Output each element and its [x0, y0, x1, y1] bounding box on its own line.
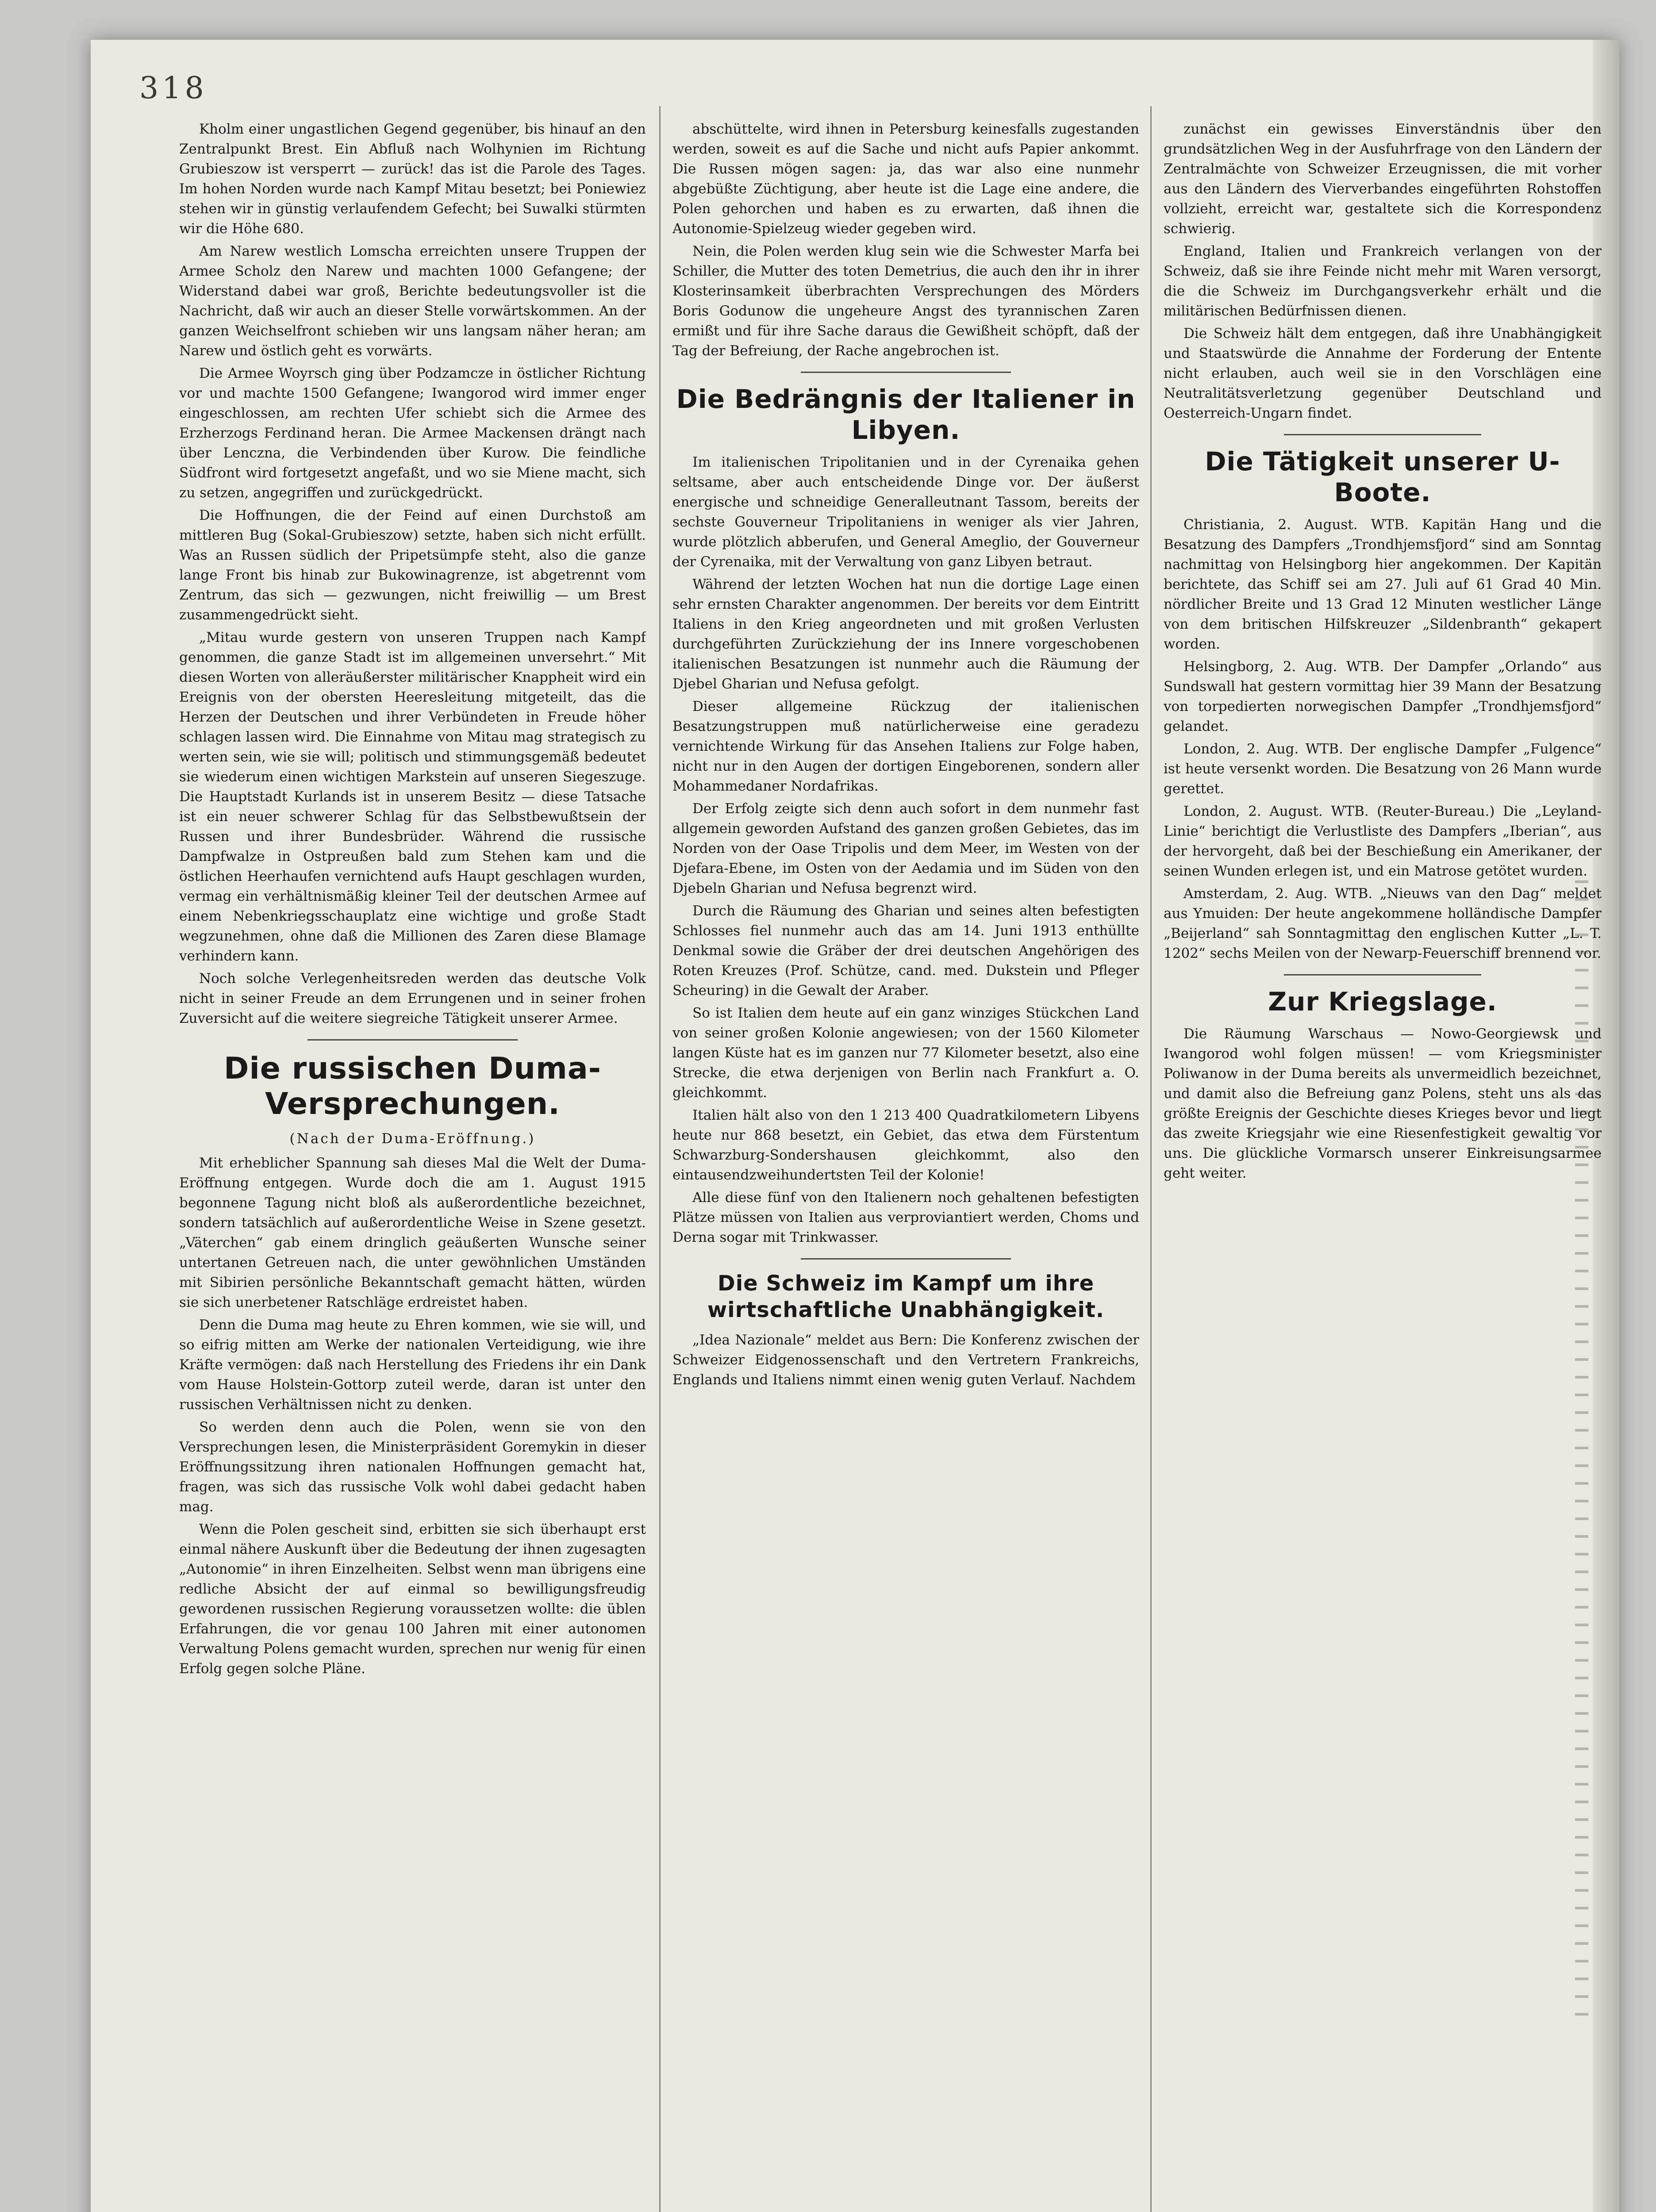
paragraph: London, 2. Aug. WTB. Der englische Dampfer „Fulgence“ ist heute versenkt worden. Die Besatzung von 26 Mann wurde gerettet. [1164, 741, 1602, 797]
paragraph: Durch die Räumung des Gharian und seines alten befestigten Schlosses fiel nunmehr auch das am 14. Juni 1913 enthüllte Denkmal sowie die Gräber der drei deutschen Angehörigen des Roten Kreuzes (Prof. Schütze, cand. med. Dukstein und Pfleger Scheuring) in die Gewalt der Araber. [672, 903, 1139, 998]
margin-bleed [1575, 880, 1588, 2031]
paragraph: Der Erfolg zeigte sich denn auch sofort in dem nunmehr fast allgemein geworden Aufstand des ganzen großen Gebietes, das im Norden von der Oase Tripolis und dem Meer, im Westen von der Djefara-Ebene, im Osten von der Aedamia und im Süden von den Djebeln Gharian und Nefusa begrenzt wird. [672, 801, 1139, 896]
paragraph: So werden denn auch die Polen, wenn sie von den Versprechungen lesen, die Ministerpräsident Goremykin in dieser Eröffnungssitzung ihren nationalen Hoffnungen gemacht hat, fragen, was sich das russische Volk wohl dabei gedacht haben mag. [179, 1419, 646, 1515]
paragraph: Die Armee Woyrsch ging über Podzamcze in östlicher Richtung vor und machte 1500 Gefangene; Iwangorod wird immer enger eingeschlossen, am rechten Ufer schiebt sich die Armee des Erzherzogs Ferdinand heran. Die Armee Mackensen drängt nach über Lenczna, die Verbindenden über Kurow. Die feindliche Südfront wird fortgesetzt angefaßt, und wo sie Miene macht, sich zu setzen, angegriffen und zurückgedrückt. [179, 365, 646, 501]
paragraph: Kholm einer ungastlichen Gegend gegenüber, bis hinauf an den Zentralpunkt Brest. Ein Abfluß nach Wolhynien im Richtung Grubieszow ist versperrt — zurück! das ist die Parole des Tages. Im hohen Norden wurde nach Kampf Mitau besetzt; bei Poniewiez stehen wir in günstig verlaufendem Gefecht; bei Suwalki stürmten wir die Höhe 680. [179, 121, 646, 237]
paragraph: Am Narew westlich Lomscha erreichten unsere Truppen der Armee Scholz den Narew und machten 1000 Gefangene; der Widerstand dabei war groß, Berichte bedeutungsvoller ist die Nachricht, daß wir auch an dieser Stelle vorwärtskommen. An der ganzen Weichselfront schieben wir uns langsam näher heran; am Narew und östlich geht es vorwärts. [179, 243, 646, 359]
paragraph: Mit erheblicher Spannung sah dieses Mal die Welt der Duma-Eröffnung entgegen. Wurde doch die am 1. August 1915 begonnene Tagung nicht bloß als außerordentliche bezeichnet, sondern tatsächlich auf außerordentliche Weise in Szene gesetzt. „Väterchen“ gab einem dringlich geäußerten Wunsche seiner untertanen Getreuen nach, die unter gewöhnlichen Umständen mit Sibirien persönliche Bekanntschaft gemacht hätten, würden sie sich unerbetener Ratschläge erdreistet haben. [179, 1155, 646, 1310]
separator [801, 1258, 1011, 1260]
paragraph: zunächst ein gewisses Einverständnis über den grundsätzlichen Weg in der Ausfuhrfrage von den Ländern der Zentralmächte von Schweizer Erzeugnissen, die mit vorher aus den Ländern des Vierverbandes eingeführten Rohstoffen vollzieht, erreicht war, gestaltete sich die Korrespondenz schwierig. [1164, 121, 1602, 237]
paragraph: England, Italien und Frankreich verlangen von der Schweiz, daß sie ihre Feinde nicht mehr mit Waren versorgt, die die Schweiz im Durchgangsverkehr erhält und die militärischen Bedürfnissen dienen. [1164, 243, 1602, 319]
paragraph: London, 2. August. WTB. (Reuter-Bureau.) Die „Leyland-Linie“ berichtigt die Verlustliste des Dampfers „Iberian“, aus der hervorgeht, daß bei der Beschießung ein Amerikaner, der seinen Wunden erlegen ist, und ein Matrose getötet wurden. [1164, 803, 1602, 879]
paragraph: Während der letzten Wochen hat nun die dortige Lage einen sehr ernsten Charakter angenommen. Der bereits vor dem Eintritt Italiens in den Krieg angeordneten und mit großen Verlusten durchgeführten Zurückziehung der ins Innere vorgeschobenen italienischen Besatzungen ist nunmehr auch die Räumung der Djebel Gharian und Nefusa gefolgt. [672, 576, 1139, 692]
article-heading: Die Schweiz im Kampf um ihre wirtschaftliche Unabhängigkeit. [707, 1271, 1105, 1322]
paragraph: So ist Italien dem heute auf ein ganz winziges Stückchen Land von seiner großen Kolonie angewiesen; von der 1560 Kilometer langen Küste hat es im ganzen nur 77 Kilometer besetzt, also eine Strecke, die etwa derjenigen von Berlin nach Frankfurt a. O. gleichkommt. [672, 1005, 1139, 1101]
article-subheading: (Nach der Duma-Eröffnung.) [289, 1131, 536, 1147]
separator [307, 1039, 518, 1041]
column-1 [179, 119, 646, 2212]
article-heading: Zur Kriegslage. [1268, 987, 1497, 1017]
paragraph: Die Hoffnungen, die der Feind auf einen Durchstoß am mittleren Bug (Sokal-Grubieszow) setzte, haben sich nicht erfüllt. Was an Russen südlich der Pripetsümpfe steht, also die ganze lange Front bis hinab zur Bukowinagrenze, ist abgetrennt vom Zentrum, das sich — gezwungen, nicht freiwillig — um Brest zusammengedrückt sieht. [179, 507, 646, 623]
paragraph: Alle diese fünf von den Italienern noch gehaltenen befestigten Plätze müssen von Italien aus verproviantiert werden, Choms und Derna sogar mit Trinkwasser. [672, 1190, 1139, 1245]
separator [1284, 434, 1481, 435]
article-heading: Die Tätigkeit unserer U-Boote. [1205, 446, 1560, 507]
paragraph: Amsterdam, 2. Aug. WTB. „Nieuws van den Dag“ meldet aus Ymuiden: Der heute angekommene holländische Dampfer „Beijerland“ sah Sonntagmittag den englischen Kutter „L. T. 1202“ sechs Meilen von der Newarp-Feuerschiff brennend vor. [1164, 886, 1602, 961]
paragraph: Christiania, 2. August. WTB. Kapitän Hang und die Besatzung des Dampfers „Trondhjemsfjord“ sind am Sonntag nachmittag von Helsingborg hier angekommen. Der Kapitän berichtete, das Schiff sei am 27. Juli auf 61 Grad 40 Min. nördlicher Breite und 13 Grad 12 Minuten westlicher Länge von dem britischen Hilfskreuzer „Sildenbranth“ gekapert worden. [1164, 517, 1602, 652]
separator [1284, 974, 1481, 975]
paragraph: „Mitau wurde gestern von unseren Truppen nach Kampf genommen, die ganze Stadt ist im allgemeinen unversehrt.“ Mit diesen Worten von alleräußerster militärischer Knappheit wird ein Ereignis von der obersten Heeresleitung mitgeteilt, das die Herzen der Deutschen und ihrer Verbündeten in Freude höher schlagen lassen wird. Die Einnahme von Mitau mag strategisch zu werten sein, wie sie will; politisch und stimmungsgemäß bedeutet sie wiederum einen wichtigen Markstein auf unseren Siegeszuge. Die Hauptstadt Kurlands ist in unserem Besitz — diese Tatsache ist ein neuer schwerer Schlag für das Selbstbewußtsein der Russen und ihrer Bundesbrüder. Während die russische Dampfwalze in Ostpreußen bald zum Stehen kam und die östlichen Heerhaufen vernichtend aufs Haupt geschlagen wurden, vermag ein verhältnismäßig kleiner Teil der deutschen Armee auf einem Nebenkriegsschauplatz eine wichtige und große Stadt wegzunehmen, ohne daß die Millionen des Zaren diese Blamage verhindern kann. [179, 630, 646, 964]
article-heading: Die Bedrängnis der Italiener in Libyen. [676, 384, 1136, 445]
paragraph: Im italienischen Tripolitanien und in der Cyrenaika gehen seltsame, aber auch entscheidende Dinge vor. Der äußerst energische und schneidige Generalleutnant Tassom, bereits der sechste Gouverneur Tripolitaniens in weniger als vier Jahren, wurde plötzlich abberufen, und General Ameglio, der Gouverneur der Cyrenaika, mit der Verwaltung von ganz Libyen betraut. [672, 454, 1139, 570]
paragraph: Wenn die Polen gescheit sind, erbitten sie sich überhaupt erst einmal nähere Auskunft über die Bedeutung der ihnen zugesagten „Autonomie“ in ihren Einzelheiten. Selbst wenn man übrigens eine redliche Absicht der auf einmal so bewilligungsfreudig gewordenen russischen Regierung voraussetzen wollte: die üblen Erfahrungen, die vor genau 100 Jahren mit einer autonomen Verwaltung Polens gemacht wurden, sprechen nur wenig für einen Erfolg gegen solche Pläne. [179, 1521, 646, 1677]
paragraph: Die Schweiz hält dem entgegen, daß ihre Unabhängigkeit und Staatswürde die Annahme der Forderung der Entente nicht erlauben, auch weil sie in den Vorschlägen eine Neutralitätsverletzung gegenüber Deutschland und Oesterreich-Ungarn findet. [1164, 326, 1602, 421]
newspaper-page [91, 40, 1619, 2212]
paragraph: Dieser allgemeine Rückzug der italienischen Besatzungstruppen muß natürlicherweise eine geradezu vernichtende Wirkung für das Ansehen Italiens zur Folge haben, nicht nur in den Augen der dortigen Eingeborenen, sondern aller Mohammedaner Nordafrikas. [672, 699, 1139, 794]
paragraph: „Idea Nazionale“ meldet aus Bern: Die Konferenz zwischen der Schweizer Eidgenossenschaft und den Vertretern Frankreichs, Englands und Italiens nimmt einen wenig guten Verlauf. Nachdem [672, 1332, 1139, 1388]
separator [801, 372, 1011, 373]
column-rule [659, 106, 661, 2212]
paragraph: abschüttelte, wird ihnen in Petersburg keinesfalls zugestanden werden, soweit es auf die Sache und nicht aufs Papier ankommt. Die Russen mögen sagen: ja, das war also eine nunmehr abgebüßte Züchtigung, aber heute ist die Lage eine andere, die Polen gehorchen und haben es zu erwarten, daß ihnen die Autonomie-Spielzeug wieder gegeben wird. [672, 121, 1139, 237]
paragraph: Noch solche Verlegenheitsreden werden das deutsche Volk nicht in seiner Freude an dem Errungenen und in seiner frohen Zuversicht auf die weitere siegreiche Tätigkeit unserer Armee. [179, 971, 646, 1026]
column-3 [1164, 119, 1602, 2212]
paragraph: Die Räumung Warschaus — Nowo-Georgiewsk und Iwangorod wohl folgen müssen! — vom Kriegsminister Poliwanow in der Duma bereits als unvermeidlich bezeichnet, und damit also die Befreiung ganz Polens, steht uns als das größte Ereignis der Geschichte dieses Krieges bevor und liegt das zweite Kriegsjahr wie eine Riesenfestigkeit gewaltig vor uns. Die glückliche Vormarsch unserer Einkreisungsarmee geht weiter. [1164, 1026, 1602, 1181]
paragraph: Nein, die Polen werden klug sein wie die Schwester Marfa bei Schiller, die Mutter des toten Demetrius, die auch den ihr in ihrer Klosterinsamkeit überbrachten Versprechungen des Mörders Boris Godunow die ungeheure Angst des tyrannischen Zaren ermißt und für ihre Sache daraus die Gewißheit schöpft, daß der Tag der Befreiung, der Rache angebrochen ist. [672, 243, 1139, 359]
paragraph: Italien hält also von den 1 213 400 Quadratkilometern Libyens heute nur 868 besetzt, ein Gebiet, das etwa dem Fürstentum Schwarzburg-Sondershausen gleichkommt, also den eintausendzweihundertsten Teil der Kolonie! [672, 1107, 1139, 1183]
column-rule [1150, 106, 1152, 2212]
paragraph: Denn die Duma mag heute zu Ehren kommen, wie sie will, und so eifrig mitten am Werke der nationalen Verteidigung, wie ihre Kräfte vermögen: daß nach Herstellung des Friedens ihr ein Dank vom Hause Holstein-Gottorp zuteil werde, daran ist unter den russischen Verhältnissen nicht zu denken. [179, 1317, 646, 1413]
article-heading: Die russischen Duma-Versprechungen. [224, 1051, 601, 1121]
column-2 [672, 119, 1139, 2212]
paragraph: Helsingborg, 2. Aug. WTB. Der Dampfer „Orlando“ aus Sundswall hat gestern vormittag hier 39 Mann der Besatzung von torpedierten norwegischen Dampfer „Trondhjemsfjord“ gelandet. [1164, 659, 1602, 734]
page-number: 318 [139, 71, 207, 106]
